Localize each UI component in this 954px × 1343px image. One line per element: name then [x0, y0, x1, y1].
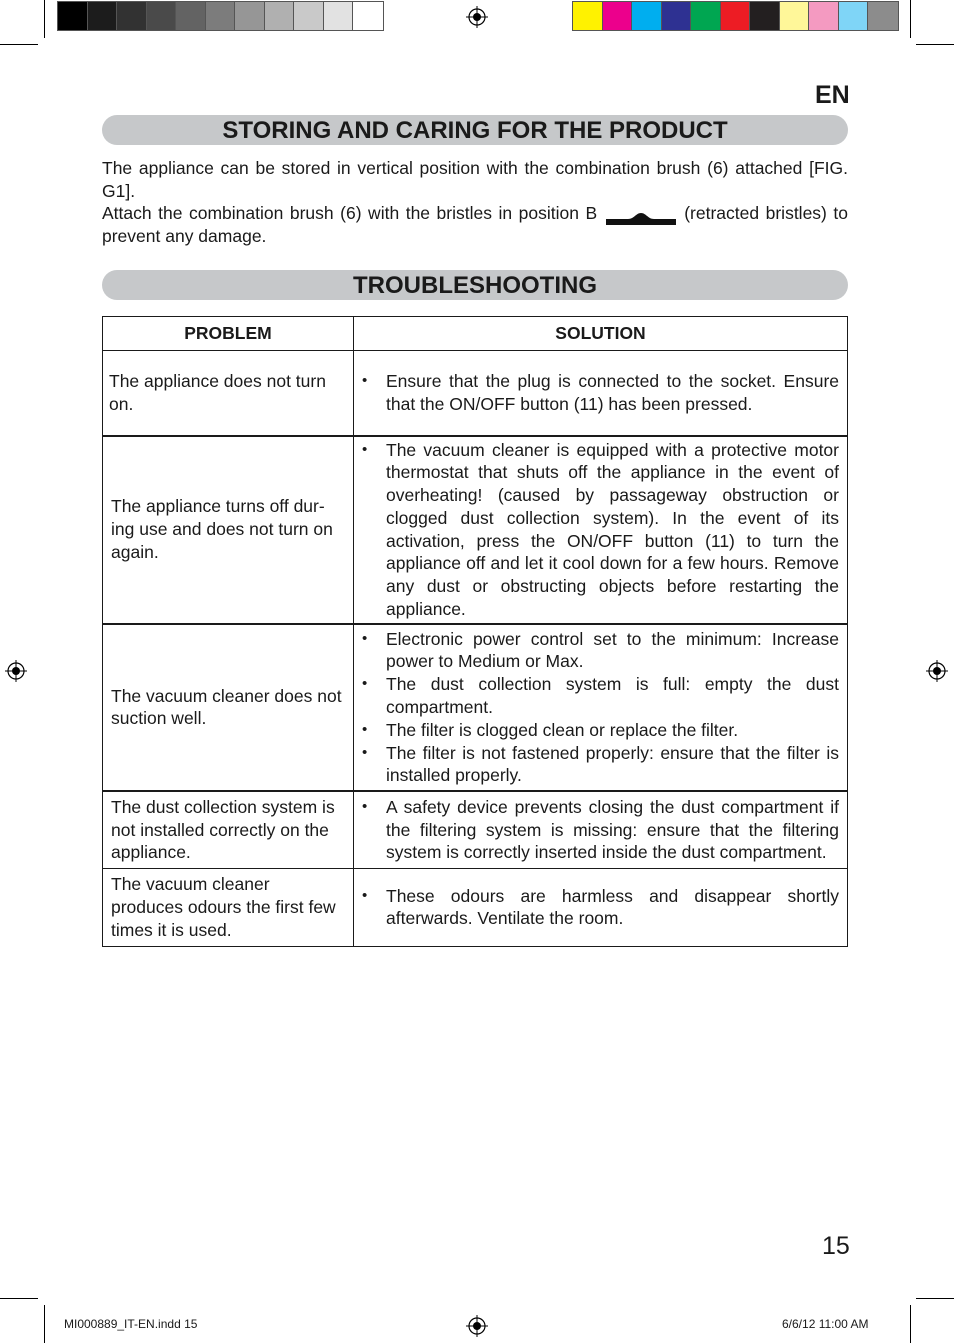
crop-mark [910, 0, 911, 38]
problem-cell: The vacuum cleaner does not suction well. [103, 624, 354, 791]
crop-mark [44, 1305, 45, 1343]
language-label: EN [815, 81, 850, 109]
problem-cell: The appliance does not turn on. [103, 351, 354, 436]
color-swatch [662, 2, 692, 30]
color-swatch [691, 2, 721, 30]
solution-item: • The vacuum cleaner is equipped with a protective motor thermostat that shuts off the appliance in the event of overheating! (caused by passageway obstruction or clogged dust collection system). In the event of its activation, press the ON/OFF button (11) to turn the appliance off and let it cool down for a few hours. Remove any dust or obstructing objects before restarting the appliance. [362, 439, 839, 621]
retracted-bristles-icon [606, 208, 676, 220]
color-swatch [147, 2, 177, 30]
crop-mark [0, 44, 38, 45]
solution-cell [354, 436, 848, 624]
color-swatch [176, 2, 206, 30]
color-swatch [353, 2, 383, 30]
solution-item: • A safety device prevents closing the dust compartment if the filtering system is missing: ensure that the filtering system is correctly inserted inside the dust compartment. [362, 796, 839, 864]
color-swatch [265, 2, 295, 30]
table-row [103, 351, 848, 436]
registration-mark-icon [926, 660, 948, 682]
table-row [103, 436, 848, 624]
color-swatch [632, 2, 662, 30]
color-swatch [235, 2, 265, 30]
color-swatch [721, 2, 751, 30]
registration-mark-icon [466, 6, 488, 28]
storing-paragraph-2 [102, 202, 848, 247]
registration-mark-icon [5, 660, 27, 682]
file-slug: MI000889_IT-EN.indd 15 [64, 1317, 198, 1331]
crop-mark [916, 1298, 954, 1299]
storing-paragraph-2-start: Attach the combination brush (6) with the bristles in position B [102, 203, 598, 223]
solution-item: • Electronic power control set to the minimum: Increase power to Medium or Max. [362, 628, 839, 674]
color-swatch [780, 2, 810, 30]
solution-item: • These odours are harmless and disappear shortly afterwards. Ventilate the room. [362, 885, 839, 931]
troubleshooting-table [102, 316, 848, 947]
solution-column-header: SOLUTION [354, 317, 848, 351]
problem-column-header: PROBLEM [103, 317, 354, 351]
storing-paragraph-1: The appliance can be stored in vertical position with the combination brush (6) attached [FIG. G1]. [102, 158, 848, 201]
storing-paragraph-2-end: (retracted bristles) to prevent any damage. [102, 203, 848, 246]
storing-section-title: STORING AND CARING FOR THE PRODUCT [102, 115, 848, 145]
troubleshooting-section-title: TROUBLESHOOTING [102, 270, 848, 300]
solution-cell [354, 869, 848, 946]
solution-cell [354, 351, 848, 436]
registration-mark-icon [466, 1315, 488, 1337]
solution-item: • The filter is not fastened properly: ensure that the filter is installed properly. [362, 742, 839, 788]
page-number: 15 [822, 1232, 850, 1260]
table-row [103, 624, 848, 791]
color-swatch [58, 2, 88, 30]
color-swatch [324, 2, 354, 30]
color-swatch [603, 2, 633, 30]
problem-cell: The dust collection system is not installed correctly on the appliance. [103, 791, 354, 869]
color-swatch [573, 2, 603, 30]
solution-cell [354, 624, 848, 791]
date-slug: 6/6/12 11:00 AM [782, 1317, 869, 1331]
color-swatch [868, 2, 898, 30]
color-swatch [88, 2, 118, 30]
crop-mark [44, 0, 45, 38]
crop-mark [910, 1305, 911, 1343]
color-swatch [839, 2, 869, 30]
crop-mark [916, 44, 954, 45]
solution-cell [354, 791, 848, 869]
problem-cell: The appliance turns off dur-ing use and does not turn on again. [103, 436, 354, 624]
solution-item: • The filter is clogged clean or replace the filter. [362, 719, 839, 742]
solution-item: • The dust collection system is full: empty the dust compartment. [362, 673, 839, 719]
color-swatch [117, 2, 147, 30]
crop-mark [0, 1298, 38, 1299]
solution-item: • Ensure that the plug is connected to the socket. Ensure that the ON/OFF button (11) has been pressed. [362, 370, 839, 416]
color-swatch [206, 2, 236, 30]
color-swatch [809, 2, 839, 30]
color-swatch [750, 2, 780, 30]
color-swatch [294, 2, 324, 30]
table-row [103, 791, 848, 869]
table-row [103, 869, 848, 946]
table-header-row [103, 317, 848, 351]
problem-cell: The vacuum cleaner produces odours the first few times it is used. [103, 869, 354, 946]
